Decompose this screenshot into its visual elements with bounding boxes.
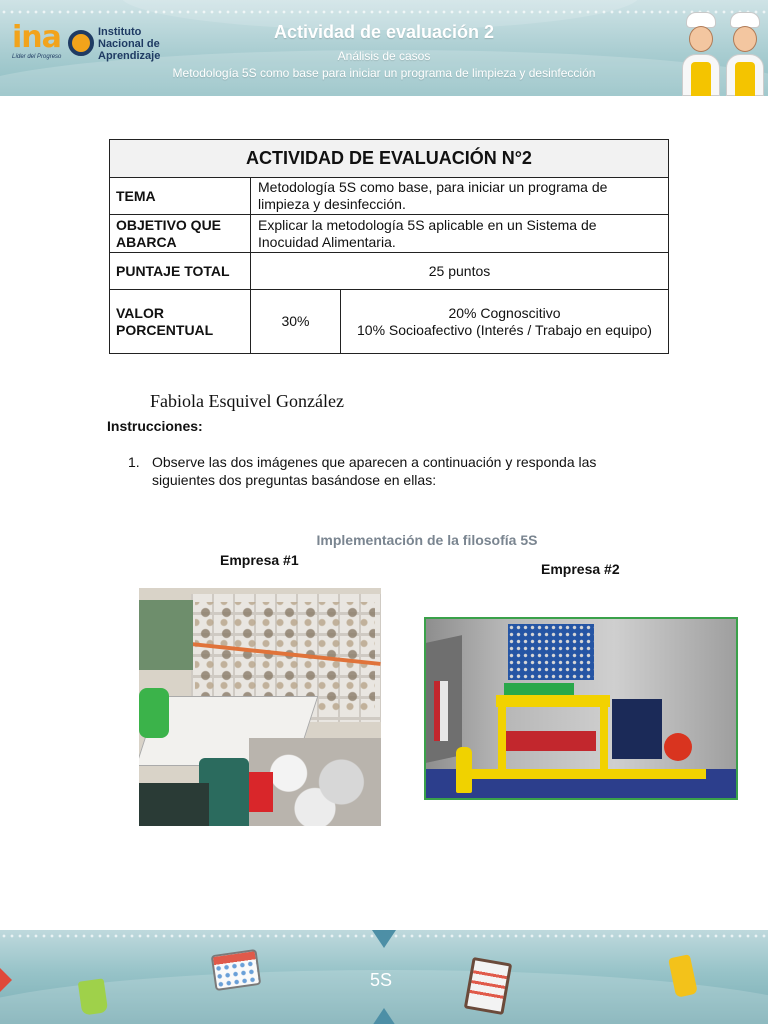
author-name: Fabiola Esquivel González: [150, 391, 344, 411]
red-crate: [249, 772, 273, 812]
triangle-up-icon: [372, 1008, 396, 1024]
table-row: [110, 178, 669, 215]
company2-label: Empresa #2: [541, 561, 620, 577]
calendar-icon: [211, 949, 262, 991]
instruction-number: 1.: [128, 454, 140, 470]
banner-title: Actividad de evaluación 2: [273, 22, 495, 42]
ina-logo-line: Aprendizaje: [98, 50, 161, 62]
company2-photo: [424, 617, 738, 800]
banner-topic: Metodología 5S como base para iniciar un programa de limpieza y desinfección: [172, 66, 596, 80]
ina-logo-line: Instituto: [98, 26, 142, 38]
valor-line: 20% Cognoscitivo: [448, 304, 561, 321]
table-row: [110, 290, 669, 354]
yellow-bench: [496, 695, 610, 707]
chefs-illustration: [678, 8, 768, 96]
table-heading: ACTIVIDAD DE EVALUACIÓN N°2: [110, 140, 669, 178]
tema-label: TEMA: [110, 178, 251, 215]
red-boxes: [506, 731, 596, 751]
triangle-down-icon: [372, 930, 396, 948]
bucket-icon: [78, 978, 108, 1015]
footer-banner: [0, 930, 768, 1024]
table-row: [110, 140, 669, 178]
ina-logo-line: Nacional de: [98, 38, 160, 50]
company1-photo: [139, 588, 381, 826]
floor-shadow: [139, 783, 209, 826]
floor-stripe: [466, 769, 706, 779]
fire-extinguisher: [456, 747, 472, 793]
table-row: [110, 215, 669, 253]
section-title: Implementación de la filosofía 5S: [316, 532, 538, 548]
tema-value: Metodología 5S como base, para iniciar un programa de limpieza y desinfección.: [251, 178, 669, 215]
green-bins: [504, 683, 574, 695]
cabinet: [612, 699, 662, 759]
puntaje-label: PUNTAJE TOTAL: [110, 253, 251, 290]
footer-5s-label: 5S: [370, 970, 393, 990]
triangle-right-icon: [0, 968, 12, 992]
valor-label: VALOR PORCENTUAL: [110, 290, 251, 354]
valor-breakdown: [341, 290, 669, 354]
objetivo-value: Explicar la metodología 5S aplicable en un Sistema de Inocuidad Alimentaria.: [251, 215, 669, 253]
bench-leg: [600, 707, 608, 769]
tool-board: [508, 624, 594, 680]
valor-total: 30%: [251, 290, 341, 354]
objetivo-label: OBJETIVO QUE ABARCA: [110, 215, 251, 253]
banner-dots: [0, 10, 768, 14]
banner-subtitle: Análisis de casos: [337, 49, 431, 63]
puntaje-value: 25 puntos: [251, 253, 669, 290]
worker-arm: [139, 688, 169, 738]
valor-line: 10% Socioafectivo (Interés / Trabajo en equipo): [357, 321, 652, 338]
machine: [139, 600, 193, 670]
ina-logo-tagline: Líder del Progreso: [12, 54, 62, 60]
ina-logo-text: ina: [12, 20, 61, 55]
hose-reel: [664, 733, 692, 761]
chef-figure: [680, 8, 722, 96]
evaluation-table: [109, 139, 669, 354]
instruction-text: Observe las dos imágenes que aparecen a continuación y responda las siguientes dos preguntas basándose en ellas:: [152, 454, 597, 488]
bench-leg: [498, 707, 506, 769]
chef-figure: [724, 8, 766, 96]
header-banner: [0, 0, 768, 96]
safety-sign: [434, 681, 448, 741]
table-row: [110, 253, 669, 290]
instructions-heading: Instrucciones:: [107, 418, 203, 434]
company1-label: Empresa #1: [220, 552, 299, 568]
